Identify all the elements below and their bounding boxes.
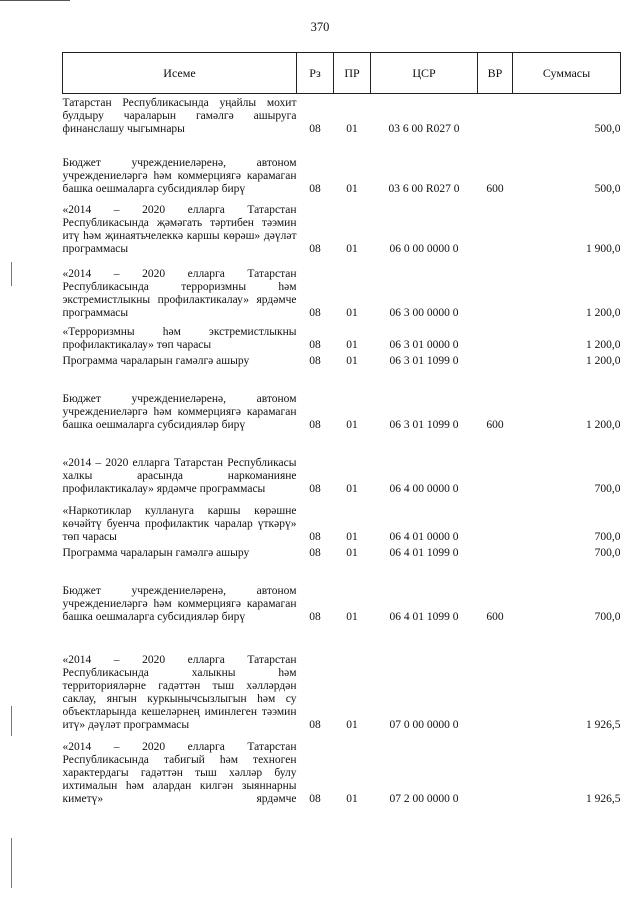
column-header-sum: Суммасы (513, 53, 621, 94)
row-vr (478, 432, 513, 496)
row-rz: 08 (309, 718, 321, 731)
row-csr: 03 6 00 R027 0 (388, 122, 460, 135)
row-name: Бюджет учреждениеләренә, автоном учреждениеләргә һәм коммерциягә карамаган башка оешмаларга субсидияләр бирү (62, 584, 297, 623)
row-pr: 01 (346, 718, 358, 731)
row-rz: 08 (309, 242, 321, 255)
margin-mark (11, 838, 12, 888)
table-row (63, 624, 621, 732)
row-vr (478, 624, 513, 732)
row-rz: 08 (309, 122, 321, 135)
row-vr (478, 94, 513, 136)
row-pr: 01 (346, 306, 358, 319)
row-csr: 07 0 00 0000 0 (389, 718, 459, 731)
row-csr: 06 3 00 0000 0 (389, 306, 459, 319)
row-pr: 01 (346, 418, 358, 431)
row-rz: 08 (309, 530, 321, 543)
row-sum: 1 200,0 (586, 306, 621, 319)
row-sum: 700,0 (594, 530, 621, 543)
table-row (63, 320, 621, 352)
table-row (63, 732, 621, 806)
row-name: «Наркотиклар куллануга каршы көрәшне көчәйтү буенча профилактик чаралар үткәрү» төп чарасы (62, 504, 297, 543)
row-pr: 01 (346, 182, 358, 195)
row-vr: 600 (486, 182, 504, 195)
row-rz: 08 (309, 306, 321, 319)
row-pr: 01 (346, 242, 358, 255)
top-edge-line (0, 0, 70, 1)
row-name: Бюджет учреждениеләренә, автоном учреждениеләргә һәм коммерциягә карамаган башка оешмаларга субсидияләр бирү (62, 392, 297, 431)
row-rz: 08 (309, 482, 321, 495)
column-header-rz: Рз (297, 53, 334, 94)
row-sum: 700,0 (594, 482, 621, 495)
row-rz: 08 (309, 610, 321, 623)
row-vr (478, 256, 513, 320)
row-name: «2014 – 2020 елларга Татарстан Республикасында җәмәгать тәртибен тәэмин итү һәм җинаятьчелеккә каршы көрәш» дәүләт программасы (62, 203, 297, 255)
row-pr: 01 (346, 792, 358, 805)
row-vr (478, 352, 513, 368)
row-csr: 06 3 01 1099 0 (389, 418, 459, 431)
row-pr: 01 (346, 610, 358, 623)
row-csr: 06 3 01 1099 0 (389, 354, 459, 367)
table-row (63, 94, 621, 136)
row-pr: 01 (346, 338, 358, 351)
table-row (63, 432, 621, 496)
row-name: «Терроризмны һәм экстремистлыкны профилактикалау» төп чарасы (62, 325, 297, 351)
row-rz: 08 (309, 546, 321, 559)
row-csr: 06 4 01 0000 0 (389, 530, 459, 543)
row-rz: 08 (309, 354, 321, 367)
row-vr (478, 732, 513, 806)
row-pr: 01 (346, 122, 358, 135)
row-name: Программа чараларын гамәлгә ашыру (62, 546, 250, 559)
row-rz: 08 (309, 182, 321, 195)
row-pr: 01 (346, 482, 358, 495)
row-sum: 500,0 (594, 122, 621, 135)
row-csr: 07 2 00 0000 0 (389, 792, 459, 805)
row-name: Программа чараларын гамәлгә ашыру (62, 354, 250, 367)
table-row (63, 352, 621, 368)
row-pr: 01 (346, 354, 358, 367)
row-csr: 06 4 01 1099 0 (389, 546, 459, 559)
table-row (63, 368, 621, 432)
table-header-row (63, 53, 621, 94)
row-csr: 03 6 00 R027 0 (388, 182, 460, 195)
margin-mark (11, 706, 12, 736)
table-row (63, 544, 621, 560)
row-sum: 1 200,0 (586, 338, 621, 351)
table-row (63, 196, 621, 256)
margin-mark (11, 262, 12, 286)
row-csr: 06 3 01 0000 0 (389, 338, 459, 351)
row-name: «2014 – 2020 елларга Татарстан Республикасында терроризмны һәм экстремистлыкны профилактикалау» ярдәмче программасы (62, 267, 297, 319)
row-name: Бюджет учреждениеләренә, автоном учреждениеләргә һәм коммерциягә карамаган башка оешмаларга субсидияләр бирү (62, 156, 297, 195)
row-vr (478, 320, 513, 352)
row-sum: 500,0 (594, 182, 621, 195)
row-vr: 600 (486, 418, 504, 431)
row-sum: 700,0 (594, 546, 621, 559)
row-sum: 1 200,0 (586, 418, 621, 431)
row-name: «2014 – 2020 елларга Татарстан Республикасында табигый һәм техноген характердагы гадәттән тыш хәлләр булу ихтималын һәм алардан килгән зыяннарны киметү» ярдәмче (62, 740, 297, 805)
row-name: «2014 – 2020 елларга Татарстан Республикасында халыкны һәм территорияләрне гадәттән тыш хәлләрдән саклау, янгын куркынычсызлыгын һәм су объектларында кешеләрнең иминлеген тәэмин итү» дәүләт программасы (62, 653, 297, 731)
column-header-pr: ПР (334, 53, 371, 94)
table-row (63, 496, 621, 544)
row-rz: 08 (309, 792, 321, 805)
row-vr (478, 544, 513, 560)
row-pr: 01 (346, 546, 358, 559)
row-csr: 06 4 01 1099 0 (389, 610, 459, 623)
row-rz: 08 (309, 338, 321, 351)
table-row (63, 256, 621, 320)
page-number: 370 (310, 20, 330, 34)
row-pr: 01 (346, 530, 358, 543)
row-sum: 700,0 (594, 610, 621, 623)
row-sum: 1 900,0 (586, 242, 621, 255)
row-sum: 1 200,0 (586, 354, 621, 367)
row-sum: 1 926,5 (586, 792, 621, 805)
budget-table (62, 52, 621, 806)
column-header-name: Исеме (63, 53, 297, 94)
table-row (63, 560, 621, 624)
row-vr (478, 196, 513, 256)
row-rz: 08 (309, 418, 321, 431)
table-row (63, 136, 621, 196)
row-vr (478, 496, 513, 544)
row-name: Татарстан Республикасында уңайлы мохит булдыру чараларын гамәлгә ашыруга финанслашу чыгымнары (62, 96, 297, 135)
row-name: «2014 – 2020 елларга Татарстан Республикасы халкы арасында наркоманияне профилактикалау» ярдәмче программасы (62, 456, 297, 495)
row-vr: 600 (486, 610, 504, 623)
row-csr: 06 0 00 0000 0 (389, 242, 459, 255)
row-csr: 06 4 00 0000 0 (389, 482, 459, 495)
row-sum: 1 926,5 (586, 718, 621, 731)
column-header-vr: ВР (478, 53, 513, 94)
column-header-csr: ЦСР (371, 53, 478, 94)
